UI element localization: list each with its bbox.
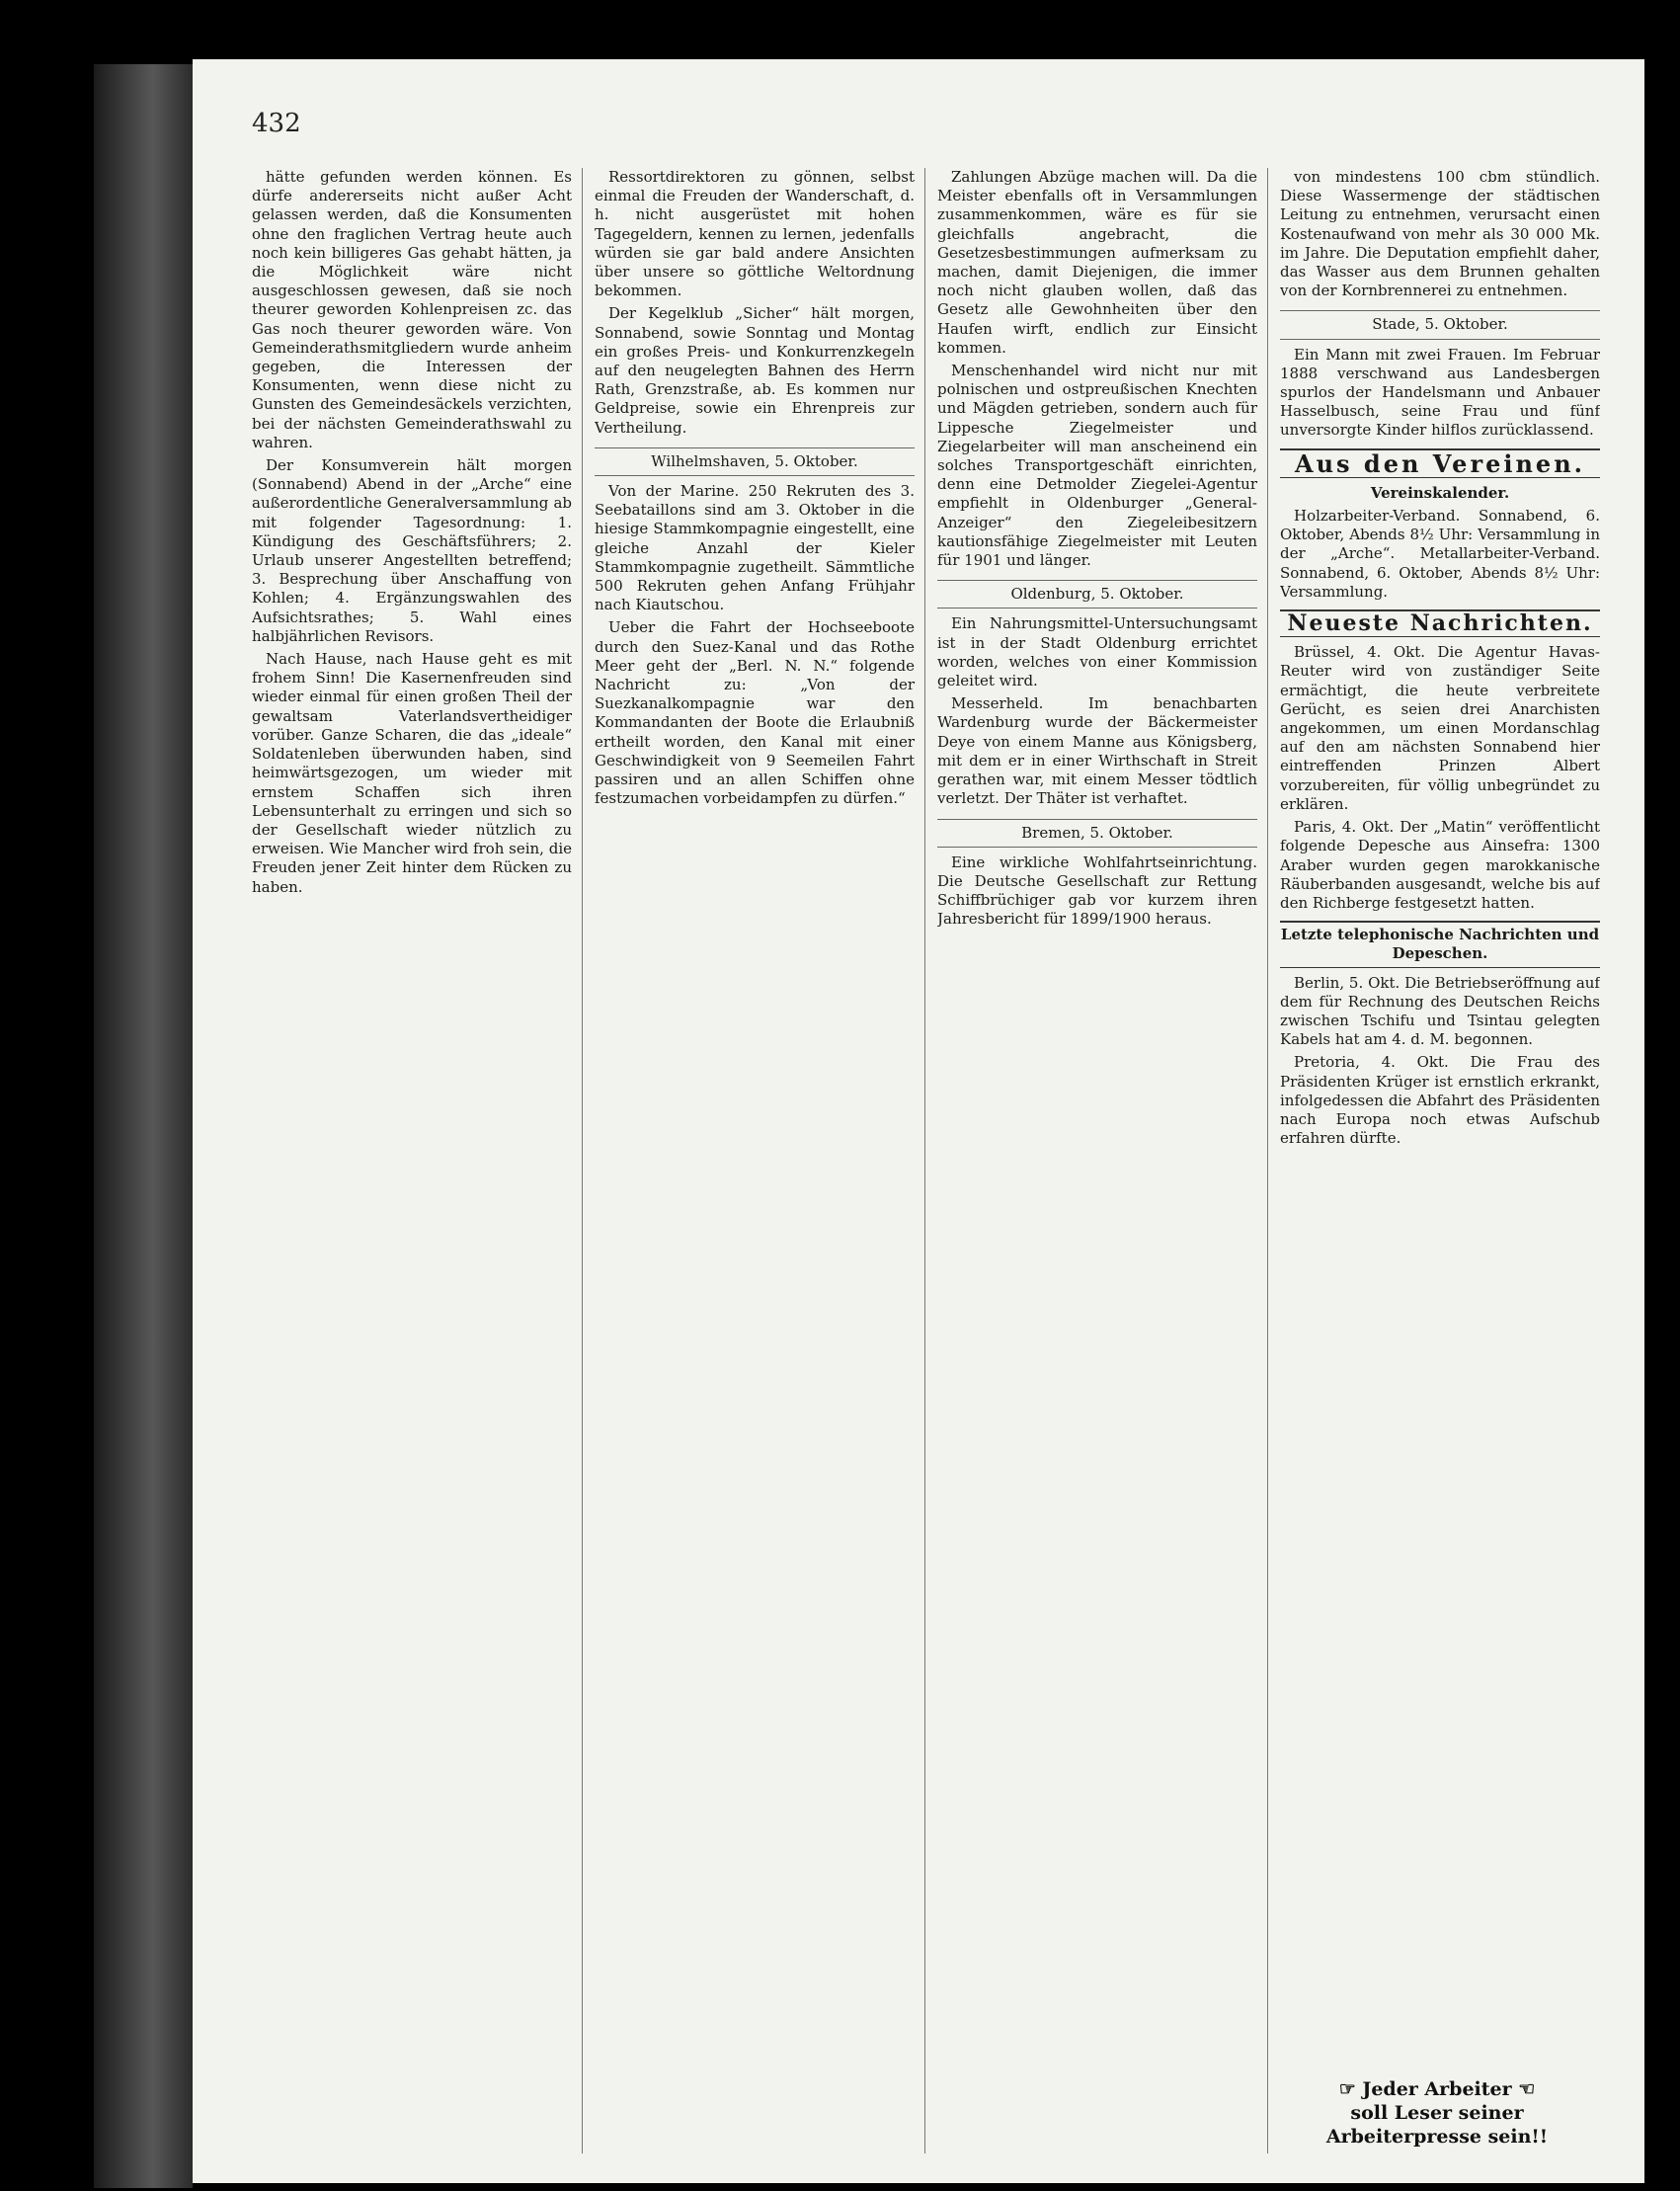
section-heading: Aus den Vereinen.: [1280, 448, 1600, 478]
footer-line: soll Leser seiner Arbeiterpresse sein!!: [1325, 2102, 1549, 2148]
text-columns: [252, 168, 1600, 2153]
article-paragraph: Ueber die Fahrt der Hochseeboote durch den Suez-Kanal und das Rothe Meer geht der „Berl. N. N.“ folgende Nachricht zu: „Von der Suezkanalkompagnie war den Kommandanten der Boote die Erlaubniß ertheilt worden, den Kanal mit einer Geschwindigkeit von 9 Seemeilen Fahrt passiren und an allen Schiffen ohne festzumachen vorbeidampfen zu dürfen.“: [595, 618, 915, 808]
continuation-text: [252, 903, 572, 2153]
article-paragraph: Von der Marine. 250 Rekruten des 3. Seebataillons sind am 3. Oktober in die hiesige Stammkompagnie eingestellt, eine gleiche Anzahl der Kieler Stammkompagnie zugetheilt. Sämmtliche 500 Rekruten gehen Anfang Frühjahr nach Kiautschou.: [595, 482, 915, 614]
article-paragraph: Zahlungen Abzüge machen will. Da die Meister ebenfalls oft in Versammlungen zusammenkommen, wäre es für sie gleichfalls angebracht, die Gesetzesbestimmungen aufmerksam zu machen, damit Diejenigen, die immer noch nicht glauben wollen, daß das Gesetz alle Gewohnheiten über den Haufen wirft, endlich zur Einsicht kommen.: [937, 168, 1257, 357]
article-paragraph: Nach Hause, nach Hause geht es mit frohem Sinn! Die Kasernenfreuden sind wieder einmal für einen großen Theil der gewaltsam Vaterlandsvertheidiger vorüber. Ganze Scharen, die das „ideale“ Soldatenleben überwunden haben, sind heimwärtsgezogen, um wieder mit ernstem Schaffen sich ihren Lebensunterhalt zu erringen und sich so der Gesellschaft wieder nützlich zu erweisen. Wie Mancher wird froh sein, die Freuden jener Zeit hinter dem Rücken zu haben.: [252, 650, 572, 896]
column-3: [937, 168, 1268, 2153]
newspaper-page: [193, 59, 1644, 2183]
article-paragraph: Brüssel, 4. Okt. Die Agentur Havas-Reuter wird von zuständiger Seite ermächtigt, die heute verbreitete Gerücht, es seien drei Anarchisten angekommen, um einen Mordanschlag auf den am nächsten Sonnabend hier eintreffenden Prinzen Albert vorzubereiten, für völlig unbegründet zu erklären.: [1280, 643, 1600, 813]
article-paragraph: hätte gefunden werden können. Es dürfe andererseits nicht außer Acht gelassen werden, daß die Konsumenten ohne den fraglichen Vertrag heute auch noch kein billigeres Gas gehabt hätten, ja die Möglichkeit wäre nicht ausgeschlossen gewesen, daß sie noch theurer geworden Kohlenpreisen zc. das Gas noch theurer geworden wäre. Von Gemeinderathsmitgliedern wurde anheim gegeben, die Interessen der Konsumenten, wenn diese nicht zu Gunsten des Gemeindesäckels verzichten, bei der nächsten Gemeinderathswahl zu wahren.: [252, 168, 572, 451]
section-subheading: Vereinskalender.: [1370, 483, 1510, 502]
section-heading: Neueste Nachrichten.: [1280, 609, 1600, 637]
article-paragraph: von mindestens 100 cbm stündlich. Diese Wassermenge der städtischen Leitung zu entnehmen, verursacht einen Kostenaufwand von mehr als 30 000 Mk. im Jahre. Die Deputation empfiehlt daher, das Wasser aus dem Brunnen gehalten von der Kornbrennerei zu entnehmen.: [1280, 168, 1600, 300]
section-heading: Letzte telephonische Nachrichten und Depeschen.: [1280, 921, 1600, 967]
footer-line: ☞ Jeder Arbeiter ☜: [1338, 2078, 1536, 2100]
article-paragraph: Messerheld. Im benachbarten Wardenburg wurde der Bäckermeister Deye von einem Manne aus Königsberg, mit dem er in einer Wirthschaft in Streit gerathen war, mit einem Messer tödtlich verletzt. Der Thäter ist verhaftet.: [937, 694, 1257, 808]
article-paragraph: Pretoria, 4. Okt. Die Frau des Präsidenten Krüger ist ernstlich erkrankt, infolgedessen die Abfahrt des Präsidenten nach Europa noch etwas Aufschub erfahren dürfte.: [1280, 1053, 1600, 1148]
article-paragraph: Der Konsumverein hält morgen (Sonnabend) Abend in der „Arche“ eine außerordentliche Generalversammlung ab mit folgender Tagesordnung: 1. Kündigung des Geschäftsführers; 2. Urlaub unserer Angestellten betreffend; 3. Besprechung über Anschaffung von Kohlen; 4. Ergänzungswahlen des Aufsichtsrathes; 5. Wahl eines halbjährlichen Revisors.: [252, 456, 572, 645]
article-paragraph: Paris, 4. Okt. Der „Matin“ veröffentlicht folgende Depesche aus Ainsefra: 1300 Araber wurden gegen marokkanische Räuberbanden ausgesandt, welche bis auf den Richberge festgesetzt hatten.: [1280, 818, 1600, 912]
article-paragraph: Berlin, 5. Okt. Die Betriebseröffnung auf dem für Rechnung des Deutschen Reichs zwischen Tschifu und Tsintau gelegten Kabels hat am 4. d. M. begonnen.: [1280, 973, 1600, 1049]
continuation-text: [595, 815, 915, 2154]
article-paragraph: Holzarbeiter-Verband. Sonnabend, 6. Oktober, Abends 8½ Uhr: Versammlung in der „Arche“. Metallarbeiter-Verband. Sonnabend, 6. Oktober, Abends 8½ Uhr: Versammlung.: [1280, 507, 1600, 601]
article-paragraph: Eine wirkliche Wohlfahrtseinrichtung. Die Deutsche Gesellschaft zur Rettung Schiffbrüchiger gab vor kurzem ihren Jahresbericht für 1899/1900 heraus.: [937, 852, 1257, 929]
dateline: Oldenburg, 5. Oktober.: [937, 580, 1257, 609]
footer-banner: [1274, 2077, 1600, 2149]
column-4: [1280, 168, 1600, 2153]
article-paragraph: Menschenhandel wird nicht nur mit polnischen und ostpreußischen Knechten und Mägden getrieben, sondern auch für Lippesche Ziegelmeister und Ziegelarbeiter will man anscheinend ein solches Transportgeschäft einrichten, denn eine Detmolder Ziegelei-Agentur empfiehlt in Oldenburger „General-Anzeiger“ den Ziegeleibesitzern kautionsfähige Ziegelmeister mit Leuten für 1901 und länger.: [937, 362, 1257, 570]
article-paragraph: Ein Mann mit zwei Frauen. Im Februar 1888 verschwand aus Landesbergen spurlos der Handelsmann und Anbauer Hasselbusch, seine Frau und fünf unversorgte Kinder hilflos zurücklassend.: [1280, 345, 1600, 440]
article-paragraph: Der Kegelklub „Sicher“ hält morgen, Sonnabend, sowie Sonntag und Montag ein großes Preis- und Konkurrenzkegeln auf den neugelegten Bahnen des Herrn Rath, Grenzstraße, ab. Es kommen nur Geldpreise, sowie ein Ehrenpreis zur Vertheilung.: [595, 304, 915, 437]
article-paragraph: Ein Nahrungsmittel-Untersuchungsamt ist in der Stadt Oldenburg errichtet worden, welches von einer Kommission geleitet wird.: [937, 614, 1257, 690]
column-2: [595, 168, 925, 2153]
column-1: [252, 168, 583, 2153]
dateline: Bremen, 5. Oktober.: [937, 819, 1257, 848]
dateline: Wilhelmshaven, 5. Oktober.: [595, 447, 915, 476]
book-spine: [94, 64, 193, 2188]
continuation-text: [937, 935, 1257, 2153]
dateline: Stade, 5. Oktober.: [1280, 310, 1600, 339]
page-number: 432: [252, 109, 301, 138]
article-paragraph: Ressortdirektoren zu gönnen, selbst einmal die Freuden der Wanderschaft, d. h. nicht ausgerüstet mit hohen Tagegeldern, kennen zu lernen, jedenfalls würden sie gar bald andere Ansichten über unsere so göttliche Weltordnung bekommen.: [595, 168, 915, 300]
